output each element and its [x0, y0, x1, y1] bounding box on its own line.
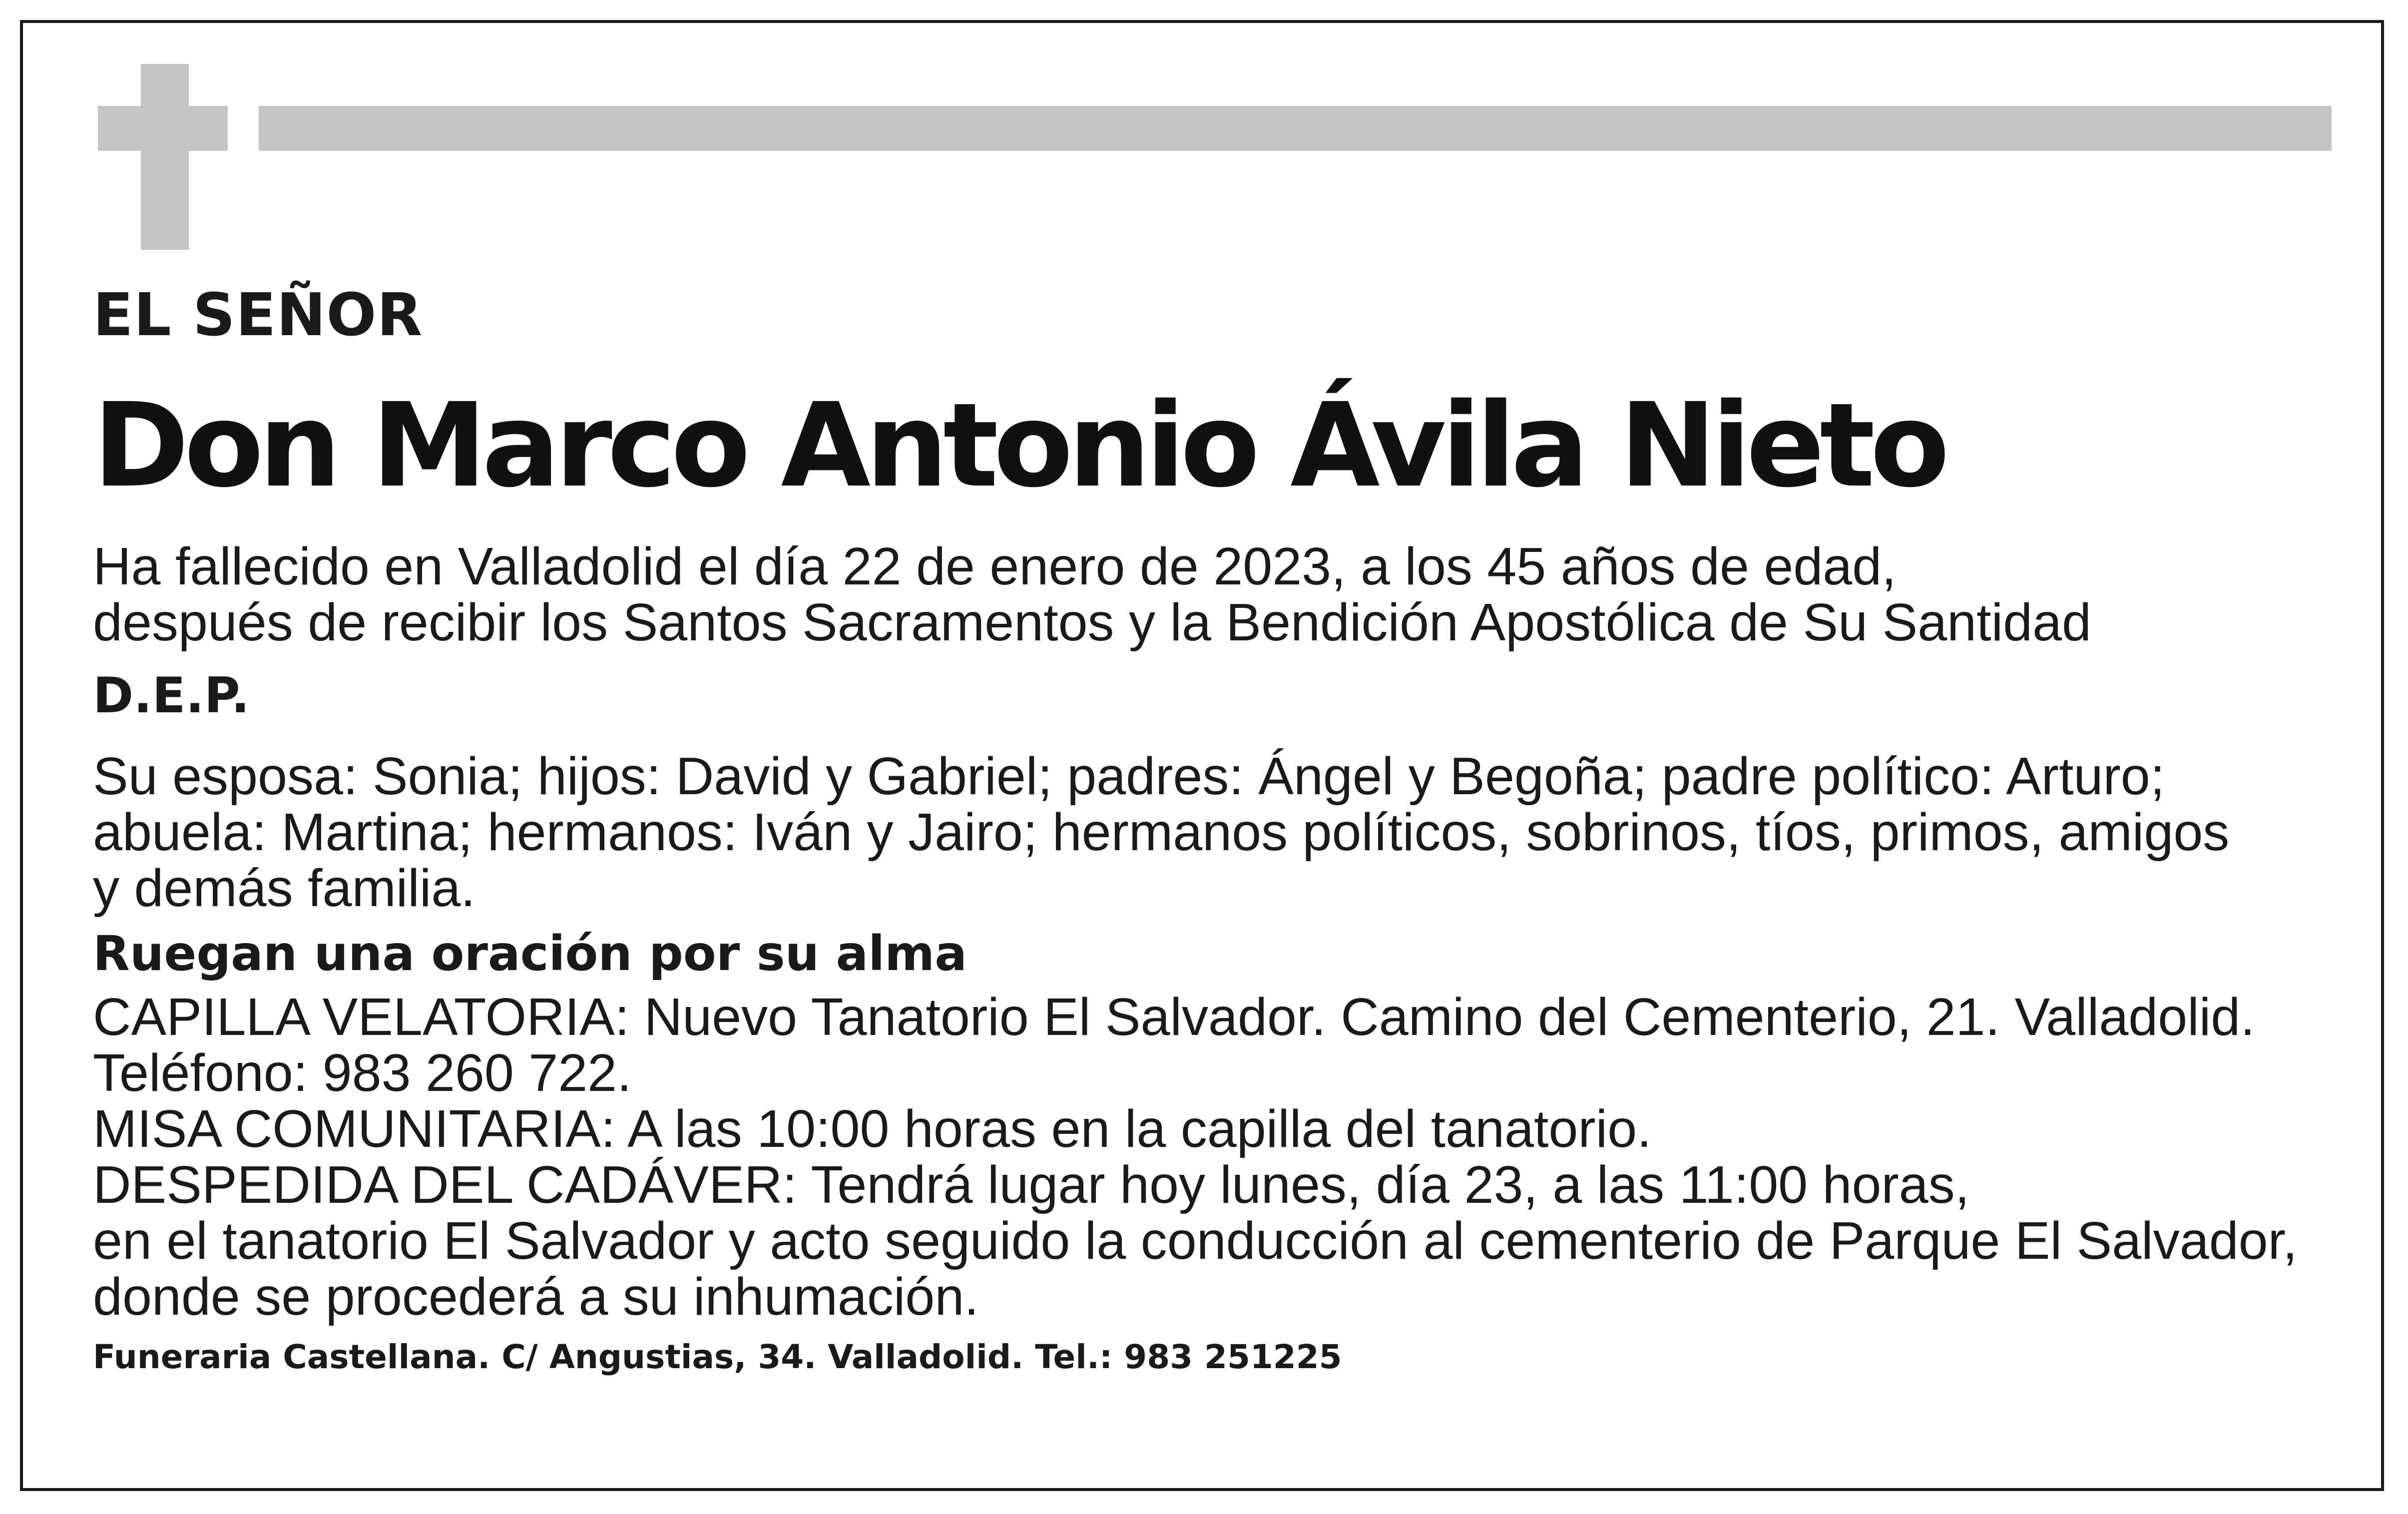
prayer-request: Ruegan una oración por su alma — [93, 926, 967, 982]
dep-label: D.E.P. — [93, 667, 250, 724]
cross-icon-horizontal — [98, 106, 228, 151]
cross-icon-vertical — [141, 64, 189, 250]
intro-line: después de recibir los Santos Sacramentos y la Bendición Apostólica de Su Santidad — [93, 593, 2091, 652]
funeral-home-footer: Funeraria Castellana. C/ Angustias, 34. Valladolid. Tel.: 983 251225 — [93, 1338, 1342, 1376]
family-line: Su esposa: Sonia; hijos: David y Gabriel; padres: Ángel y Begoña; padre político: Arturo; — [93, 747, 2165, 806]
service-details — [93, 989, 2341, 1325]
family-line: y demás familia. — [93, 859, 476, 918]
details-line: MISA COMUNITARIA: A las 10:00 horas en la capilla del tanatorio. — [93, 1099, 1652, 1158]
intro-line: Ha fallecido en Valladolid el día 22 de enero de 2023, a los 45 años de edad, — [93, 537, 1897, 596]
deceased-name: Don Marco Antonio Ávila Nieto — [93, 378, 1945, 513]
obituary-content — [93, 280, 2341, 1385]
details-line: DESPEDIDA DEL CADÁVER: Tendrá lugar hoy lunes, día 23, a las 11:00 horas, — [93, 1155, 1970, 1214]
honorific: EL SEÑOR — [93, 280, 423, 349]
details-line: Teléfono: 983 260 722. — [93, 1043, 632, 1102]
family-line: abuela: Martina; hermanos: Iván y Jairo; hermanos políticos, sobrinos, tíos, primos, amigos — [93, 803, 2230, 862]
details-line: CAPILLA VELATORIA: Nuevo Tanatorio El Salvador. Camino del Cementerio, 21. Valladolid. — [93, 988, 2255, 1046]
details-line: en el tanatorio El Salvador y acto seguido la conducción al cementerio de Parque El Salvador, — [93, 1211, 2298, 1270]
details-line: donde se procederá a su inhumación. — [93, 1267, 979, 1326]
header-ornament-bar — [259, 106, 2332, 151]
family-paragraph — [93, 748, 2341, 916]
intro-paragraph — [93, 538, 2341, 650]
